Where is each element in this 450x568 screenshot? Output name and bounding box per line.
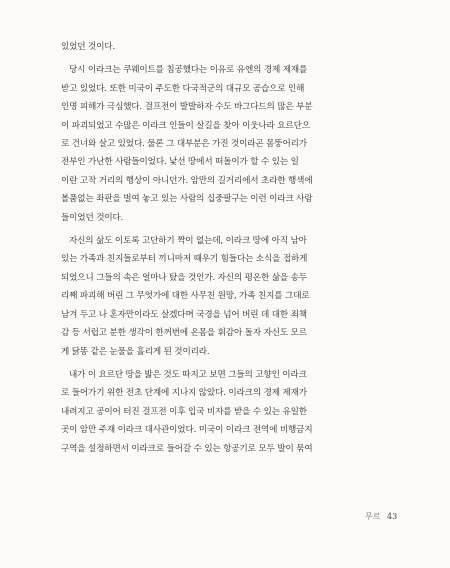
paragraph-1: 있었던 것이다. — [61, 42, 116, 52]
paragraph-3: 자신의 삶도 이토록 고단하기 짝이 없는데, 이라크 땅에 아직 남아 있는 가족과 친지들로부터 끼니마저 때우기 힘들다는 소식을 접하게 되었으니 그들의 속은 얼마나 탔을 것인가. 자신의 평온한 삶을 송두 리째 파괴해 버린 그 무엇가에 대한 사무친 원망, 가족 친지를 그대로 남겨 두고 나 혼자만이라도 살겠다며 국경을 넘어 버린 데 대한 죄책 감 등 서럽고 분한 생각이 한꺼번에 온몸을 휘감아 돌자 자신도 모르 게 닭똥 같은 눈물을 흘리게 된 것이리라. — [61, 236, 310, 357]
page-footer — [365, 511, 397, 522]
running-footer-label: 무르 — [365, 512, 381, 521]
body-text — [61, 38, 399, 463]
page-number: 43 — [387, 512, 398, 521]
paragraph-4: 내가 이 요르단 땅을 밟은 것도 따지고 보면 그들의 고향인 이라크 로 들어가기 위한 전초 단계에 지나지 않았다. 이라크의 경제 제재가 내려지고 공이어 터진 걸프전 이후 입국 비자를 받을 수 있는 유일한 곳이 암만 주재 이라크 대사관이었다. 미국이 이라크 전역에 비행금지 구역을 설정하면서 이라크로 들어갈 수 있는 항공기로 모두 발이 묶여 — [61, 369, 313, 454]
paragraph-2: 당시 이라크는 쿠웨이트를 침공했다는 이유로 유엔의 경제 제재를 받고 있었다. 또한 미국이 주도한 다국적군의 대규모 공습으로 인해 인명 피해가 극심했다. 걸프전이 발발하자 수도 바그다드의 많은 부분 이 파괴되었고 수많은 이라크 인들이 살길을 찾아 이웃나라 요르단으 로 건너와 살고 있었다. 물론 그 대부분은 가진 것이라곤 몸뚱어리가 전부인 가난한 사람들이었다. 낯선 땅에서 떠돌이가 할 수 있는 일 이란 고작 거리의 행상이 아니던가. 암만의 길거리에서 초라한 행색에 볼품없는 좌판을 벌여 놓고 있는 사람의 십중팔구는 이런 이라크 사람 들이었던 것이다. — [61, 65, 313, 223]
